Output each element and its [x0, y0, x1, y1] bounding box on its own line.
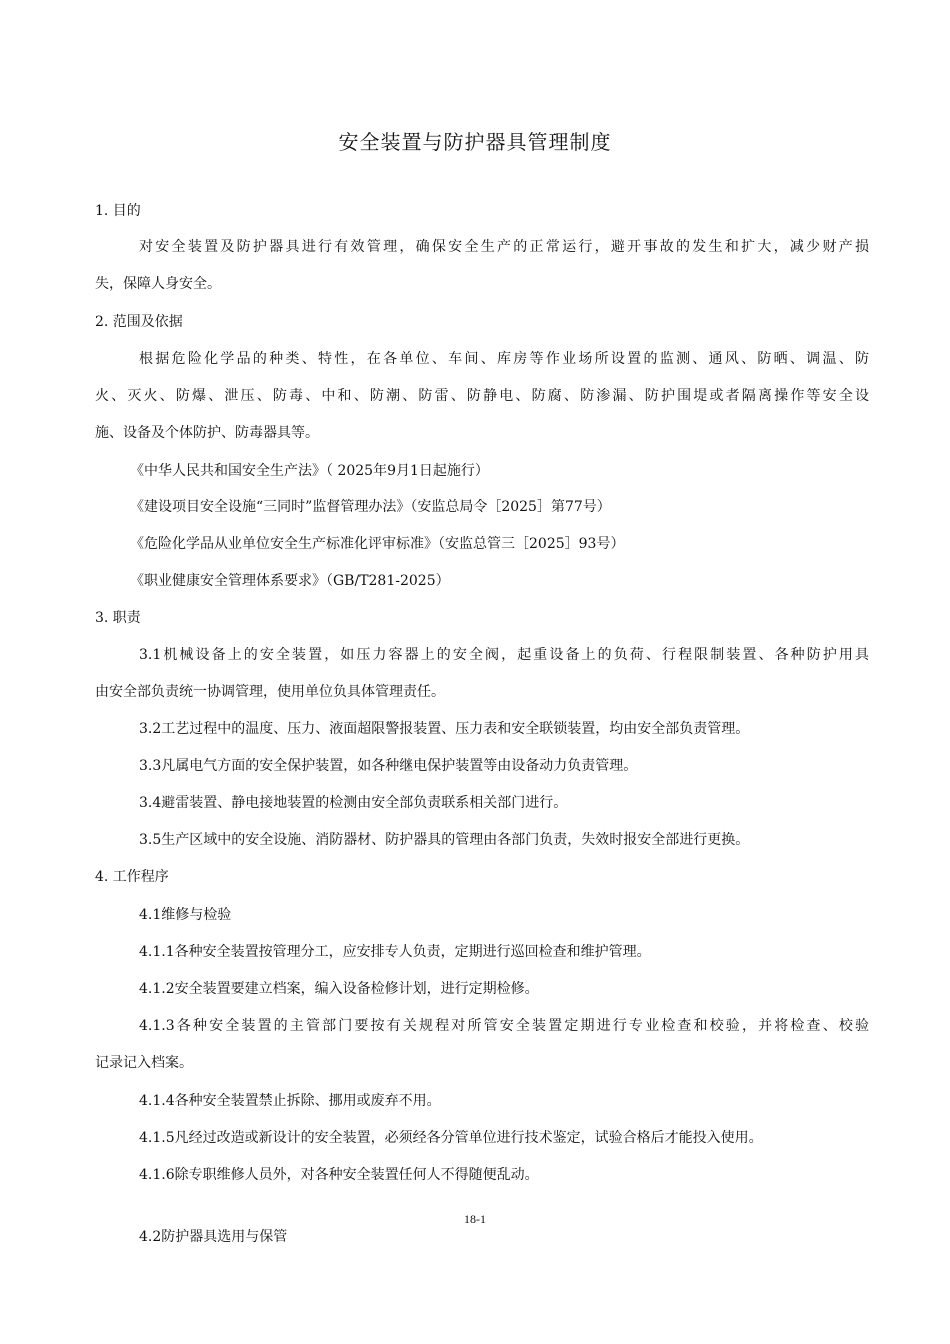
item-3-2: 3.2工艺过程中的温度、压力、液面超限警报装置、压力表和安全联锁装置，均由安全部负责管理。: [139, 721, 750, 737]
item-4-1-2: 4.1.2安全装置要建立档案，编入设备检修计划，进行定期检修。: [139, 981, 539, 997]
section-2-paragraph-line-2: 火、灭火、防爆、泄压、防毒、中和、防潮、防雷、防静电、防腐、防渗漏、防护围堤或者隔离操作等安全设: [95, 388, 869, 404]
page-number: 18-1: [464, 1212, 486, 1226]
section-2-paragraph-line-1: 根据危险化学品的种类、特性，在各单位、车间、库房等作业场所设置的监测、通风、防晒、调温、防: [139, 351, 869, 367]
item-4-1-3-line-2: 记录记入档案。: [95, 1055, 193, 1071]
section-1-heading: 1. 目的: [95, 203, 141, 219]
reference-4: 《职业健康安全管理体系要求》（GB/T281-2025）: [130, 573, 450, 589]
document-title: 安全装置与防护器具管理制度: [338, 130, 612, 154]
section-1-paragraph-line-1: 对安全装置及防护器具进行有效管理，确保安全生产的正常运行，避开事故的发生和扩大，减少财产损: [139, 239, 869, 255]
section-2-paragraph-line-3: 施、设备及个体防护、防毒器具等。: [95, 425, 319, 441]
item-3-4: 3.4避雷装置、静电接地装置的检测由安全部负责联系相关部门进行。: [139, 795, 568, 811]
item-3-3: 3.3凡属电气方面的安全保护装置，如各种继电保护装置等由设备动力负责管理。: [139, 758, 638, 774]
section-1-paragraph-line-2: 失，保障人身安全。: [95, 276, 221, 292]
reference-1: 《中华人民共和国安全生产法》（ 2025年9月1日起施行）: [130, 463, 489, 479]
reference-2: 《建设项目安全设施“三同时”监督管理办法》（安监总局令［2025］第77号）: [130, 499, 611, 515]
item-4-1-4: 4.1.4各种安全装置禁止拆除、挪用或废弃不用。: [139, 1093, 441, 1109]
item-4-1-6: 4.1.6除专职维修人员外，对各种安全装置任何人不得随便乱动。: [139, 1167, 539, 1183]
reference-3: 《危险化学品从业单位安全生产标准化评审标准》（安监总管三［2025］93号）: [130, 536, 625, 552]
item-3-1-line-1: 3.1机械设备上的安全装置，如压力容器上的安全阀，起重设备上的负荷、行程限制装置、各种防护用具: [139, 647, 869, 663]
item-4-1-3-line-1: 4.1.3各种安全装置的主管部门要按有关规程对所管安全装置定期进行专业检查和校验，并将检查、校验: [139, 1018, 869, 1034]
section-4-heading: 4. 工作程序: [95, 869, 169, 885]
item-4-1-5: 4.1.5凡经过改造或新设计的安全装置，必须经各分管单位进行技术鉴定，试验合格后才能投入使用。: [139, 1130, 763, 1146]
item-3-1-line-2: 由安全部负责统一协调管理，使用单位负具体管理责任。: [95, 684, 445, 700]
item-4-2: 4.2防护器具选用与保管: [139, 1229, 288, 1245]
item-4-1: 4.1维修与检验: [139, 907, 232, 923]
item-3-5: 3.5生产区域中的安全设施、消防器材、防护器具的管理由各部门负责，失效时报安全部进行更换。: [139, 832, 750, 848]
item-4-1-1: 4.1.1各种安全装置按管理分工，应安排专人负责，定期进行巡回检查和维护管理。: [139, 944, 651, 960]
section-2-heading: 2. 范围及依据: [95, 314, 183, 330]
section-3-heading: 3. 职责: [95, 610, 141, 626]
